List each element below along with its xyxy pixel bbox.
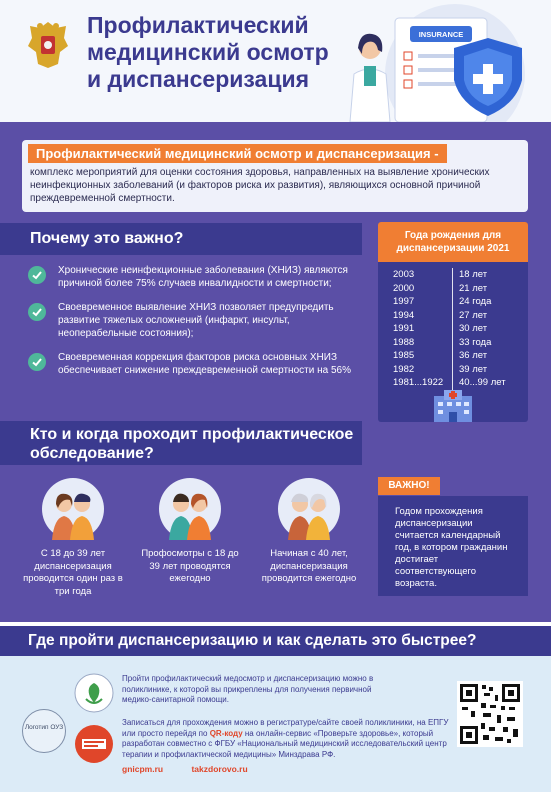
table-row: 1991 30 лет (393, 323, 488, 334)
group-18-39: С 18 до 39 лет диспансеризация проводится один раз в три года (18, 478, 128, 598)
check-icon (28, 303, 46, 321)
gnicpm-link[interactable]: gnicpm.ru (122, 764, 164, 774)
check-icon (28, 266, 46, 284)
where-heading: Где пройти диспансеризацию и как сделать это быстрее? (0, 626, 551, 656)
table-row: 2003 18 лет (393, 269, 488, 280)
young-couple-avatar-icon (42, 478, 104, 540)
intro-text: комплекс мероприятий для оценки состояния здоровья, направленных на выявление хронических неинфекционных заболеваний (и факторов риска их развития), являющихся основной причиной преждевременной смертности. (30, 167, 490, 204)
takzdorovo-logo-icon (74, 724, 114, 764)
table-row: 1985 36 лет (393, 350, 488, 361)
local-health-logo-placeholder: Логотип ОУЗ (22, 709, 66, 753)
table-row: 1994 27 лет (393, 309, 488, 321)
check-icon (28, 353, 46, 371)
table-row: 2000 21 лет (393, 282, 488, 294)
footer-text-how: Записаться для прохождения можно в регистратуре/сайте своей поликлиники, на ЕПГУ или просто перейдя по QR-коду на онлайн-сервис «Проверьте здоровье», который разработан совместно с ФГБУ «Национальный медицинский исследовательский центр терапии и профилактической медицины» Минздрава РФ. (122, 718, 449, 759)
table-row: 1981...1922 40...99 лет (393, 377, 506, 388)
list-item: Своевременное выявление ХНИЗ позволяет предупредить развитие тяжелых осложнений (инфаркт, инсульт, неоперабельные состояния); (28, 301, 368, 340)
footer-text-where: Пройти профилактический медосмотр и диспансеризацию можно в поликлинике, к которой вы прикреплены для получения первичной медико-санитарной помощи. (122, 674, 374, 704)
table-row: 1997 24 года (393, 296, 492, 307)
who-heading: Кто и когда проходит профилактическое обследование? (0, 421, 362, 465)
coat-of-arms-icon (26, 18, 70, 72)
health-center-logo-icon (74, 673, 114, 713)
attention-label: ВАЖНО! (378, 477, 440, 495)
group-checkups: Профосмотры с 18 до 39 лет проводятся ежегодно (135, 478, 245, 586)
elderly-couple-avatar-icon (278, 478, 340, 540)
hospital-building-icon (426, 388, 480, 422)
birth-years-title: Года рождения для диспансеризации 2021 (378, 222, 528, 262)
doctor-insurance-illustration (340, 4, 545, 122)
takzdorovo-link[interactable]: takzdorovo.ru (191, 764, 248, 774)
attention-text: Годом прохождения диспансеризации считается календарный год, в котором гражданин достигает соответствующего возраста. (395, 506, 508, 589)
why-list (28, 264, 368, 388)
table-row: 1988 33 года (393, 336, 492, 348)
why-important-heading: Почему это важно? (0, 223, 362, 255)
birth-years-table (393, 268, 523, 390)
header (0, 0, 551, 122)
intro-title: Профилактический медицинский осмотр и диспансеризация - (28, 144, 447, 163)
list-item: Хронические неинфекционные заболевания (ХНИЗ) являются причиной более 75% случаев инвалидности и смертности; (28, 264, 368, 290)
birth-years-card (378, 222, 528, 422)
page-title: Профилактический медицинский осмотр и диспансеризация (87, 12, 329, 92)
svg-text:INSURANCE: INSURANCE (418, 30, 464, 39)
couple-avatar-icon (159, 478, 221, 540)
footer-links (122, 764, 274, 774)
table-row: 1982 39 лет (393, 363, 488, 375)
group-40-plus: Начиная с 40 лет, диспансеризация проводится ежегодно (254, 478, 364, 586)
list-item: Своевременная коррекция факторов риска основных ХНИЗ обеспечивает снижение преждевременной смертности на 56% (28, 351, 368, 377)
qr-code-icon[interactable] (457, 681, 523, 747)
